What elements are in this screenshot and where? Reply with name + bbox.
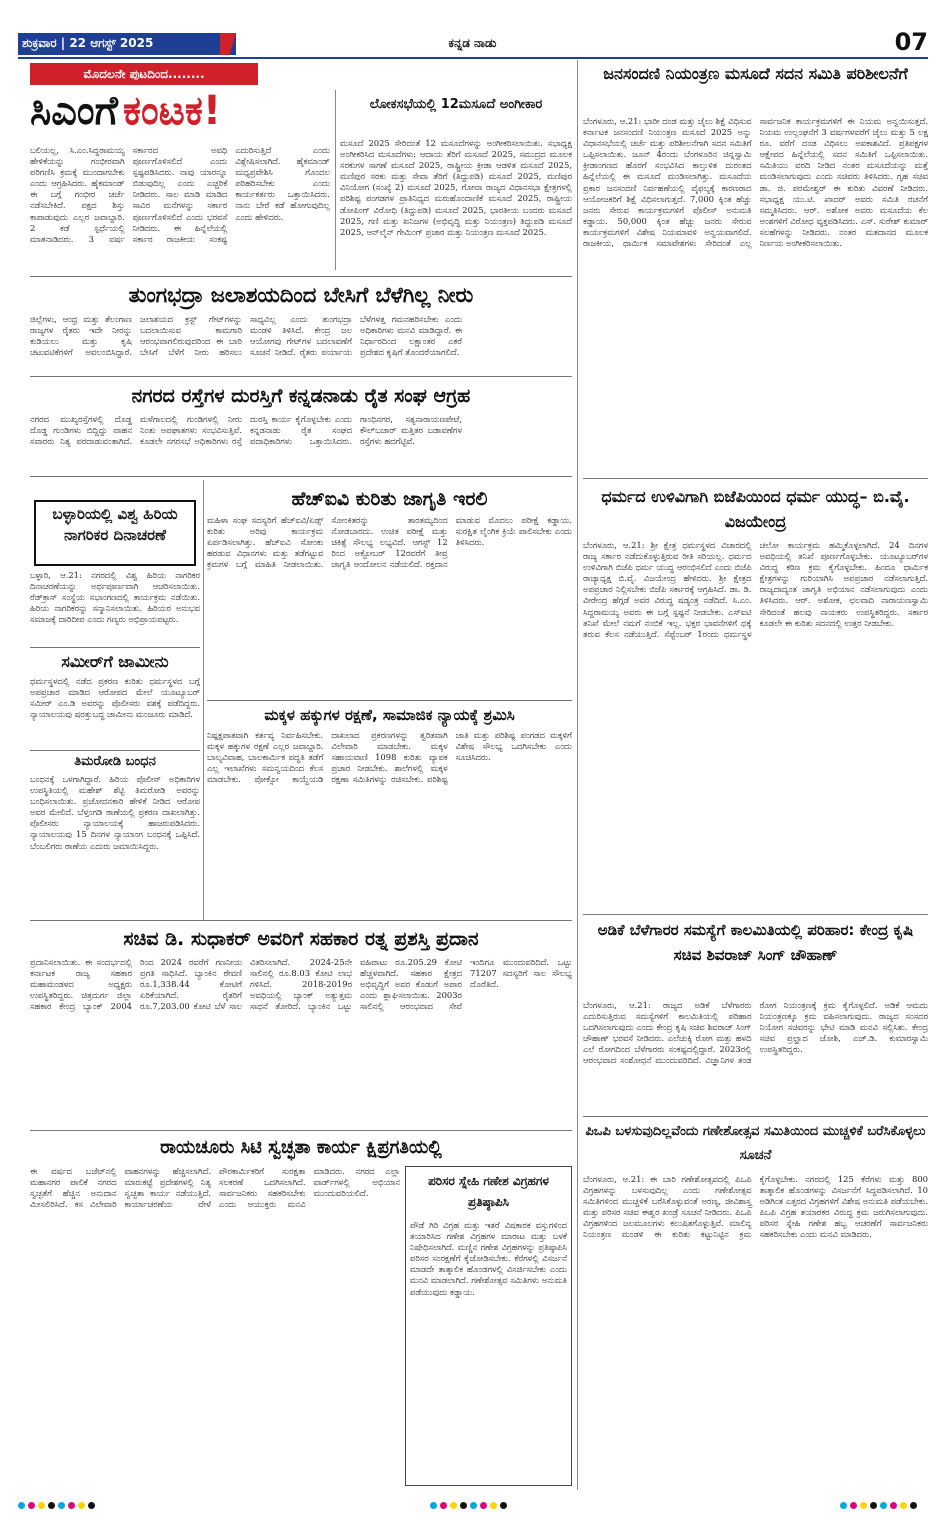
crowd-body: ಬೆಂಗಳೂರು, ಆ.21: ಭಾರೀ ದಂಡ ಮತ್ತು ಜೈಲು ಶಿಕ್ಷೆ ವಿಧಿಸುವ ಕರ್ನಾಟಕ ಜನಸಂದಣಿ ನಿಯಂತ್ರಣ ಮಸೂದೆ 2025 ಅನ್ನು ವಿಧಾನಸಭೆಯಲ್ಲಿ ಚರ್ಚೆ ಮತ್ತು ಪರಿಶೀಲನೆಗಾಗಿ ಸದನ ಸಮಿತಿಗೆ ಒಪ್ಪಿಸಲಾಯಿತು. ಜೂನ್ 4ರಂದು ಬೆಂಗಳೂರಿನ ಚಿನ್ನಸ್ವಾಮಿ ಕ್ರೀಡಾಂಗಣದ ಹೊರಗೆ ಸಂಭವಿಸಿದ ಕಾಲ್ತುಳಿತ ದುರಂತದ ಹಿನ್ನೆಲೆಯಲ್ಲಿ ಈ ಮಸೂದೆ ಮಂಡಿಸಲಾಗಿತ್ತು. ಮಸೂದೆಯ ಪ್ರಕಾರ ಜನಸಂದಣಿ ನಿರ್ವಹಣೆಯಲ್ಲಿ ವೈಫಲ್ಯಕ್ಕೆ ಕಾರಣರಾದ ಆಯೋಜಕರಿಗೆ ಶಿಕ್ಷೆ ವಿಧಿಸಲಾಗುತ್ತದೆ. 7,000 ಕ್ಕಿಂತ ಹೆಚ್ಚು ಜನರು ಸೇರುವ ಕಾರ್ಯಕ್ರಮಗಳಿಗೆ ಪೊಲೀಸ್ ಅನುಮತಿ ಕಡ್ಡಾಯ. 50,000 ಕ್ಕಿಂತ ಹೆಚ್ಚು ಜನರು ಸೇರುವ ಕಾರ್ಯಕ್ರಮಗಳಿಗೆ ವಿಶೇಷ ನಿಯಮಾವಳಿ ಅನ್ವಯವಾಗಲಿದೆ. ರಾಜಕೀಯ, ಧಾರ್ಮಿಕ ಸಮಾವೇಶಗಳು ಸೇರಿದಂತೆ ಎಲ್ಲ ಸಾರ್ವಜನಿಕ ಕಾರ್ಯಕ್ರಮಗಳಿಗೆ ಈ ನಿಯಮ ಅನ್ವಯಿಸುತ್ತದೆ. ನಿಯಮ ಉಲ್ಲಂಘನೆಗೆ 3 ವರ್ಷಗಳವರೆಗೆ ಜೈಲು ಮತ್ತು 5 ಲಕ್ಷ ರೂ. ವರೆಗೆ ದಂಡ ವಿಧಿಸಲು ಅವಕಾಶವಿದೆ. ಪ್ರತಿಪಕ್ಷಗಳ ಆಕ್ಷೇಪದ ಹಿನ್ನೆಲೆಯಲ್ಲಿ ಸದನ ಸಮಿತಿಗೆ ಒಪ್ಪಿಸಲಾಯಿತು. ಸಮಿತಿಯು ವರದಿ ನೀಡಿದ ನಂತರ ಮಸೂದೆಯನ್ನು ಮತ್ತೆ ಮಂಡಿಸಲಾಗುವುದು ಎಂದು ಸಚಿವರು ತಿಳಿಸಿದರು. ಗೃಹ ಸಚಿವ ಡಾ. ಜಿ. ಪರಮೇಶ್ವರ್ ಈ ಕುರಿತು ವಿವರಣೆ ನೀಡಿದರು. ಸಭಾಧ್ಯಕ್ಷ ಯು.ಟಿ. ಖಾದರ್ ಅವರು ಸಮಿತಿ ರಚನೆಗೆ ಸಮ್ಮತಿಸಿದರು. ಆರ್. ಅಶೋಕ ಅವರು ಮಸೂದೆಯ ಕೆಲ ಅಂಶಗಳಿಗೆ ವಿರೋಧ ವ್ಯಕ್ತಪಡಿಸಿದರು. ಎಸ್. ಸುರೇಶ್ ಕುಮಾರ್ ಸಲಹೆಗಳನ್ನು ನೀಡಿದರು. ನಂತರ ಮತದಾನದ ಮೂಲಕ ನಿರ್ಣಯ ಅಂಗೀಕರಿಸಲಾಯಿತು.	[583, 116, 928, 249]
raichur-body: ಈ ವರ್ಷದ ಬಜೆಟ್‌ನಲ್ಲಿ ಮಹಾನಗರ ಪಾಲಿಕೆ ನಗರದ ಸ್ವಚ್ಛತೆಗೆ ಹೆಚ್ಚಿನ ಅನುದಾನ ಮೀಸಲಿರಿಸಿದೆ. ಕಸ ವಿಲೇವಾರಿ ವಾಹನಗಳನ್ನು ಹೆಚ್ಚಿಸಲಾಗಿದೆ. ಮಾರುಕಟ್ಟೆ ಪ್ರದೇಶಗಳಲ್ಲಿ ನಿತ್ಯ ಸ್ವಚ್ಛತಾ ಕಾರ್ಯ ನಡೆಯುತ್ತಿದೆ. ಕಾರ್ಯಾಚರಣೆಯ ವೇಳೆ ಪೌರಕಾರ್ಮಿಕರಿಗೆ ಸುರಕ್ಷತಾ ಸಲಕರಣೆ ಒದಗಿಸಲಾಗಿದೆ. ಸಾರ್ವಜನಿಕರು ಸಹಕರಿಸಬೇಕು ಎಂದು ಆಯುಕ್ತರು ಮನವಿ ಮಾಡಿದರು. ನಗರದ ಎಲ್ಲಾ ವಾರ್ಡ್‌ಗಳಲ್ಲಿ ಅಭಿಯಾನ ಮುಂದುವರಿಯಲಿದೆ.	[30, 1166, 400, 1210]
hiv-headline: ಹೆಚ್‌ಐವಿ ಕುರಿತು ಜಾಗೃತಿ ಇರಲಿ	[291, 488, 488, 510]
masthead: ಕನ್ನಡ ನಾಡು	[448, 36, 497, 50]
registration-marks-right	[840, 1494, 930, 1504]
ganesha-body: ಪೌಡೆ ಗಿರಿ ವಿಗ್ರಹ ಮತ್ತು ಇತರೆ ವಿಷಕಾರಕ ವಸ್ತುಗಳಿಂದ ತಯಾರಿಸಿದ ಗಣೇಶ ವಿಗ್ರಹಗಳ ಮಾರಾಟ ಮತ್ತು ಬಳಕೆ ನಿಷೇಧಿಸಲಾಗಿದೆ. ಮಣ್ಣಿನ ಗಣೇಶ ವಿಗ್ರಹಗಳನ್ನು ಪ್ರತಿಷ್ಠಾಪಿಸಿ ಪರಿಸರ ಸಂರಕ್ಷಣೆಗೆ ಕೈಜೋಡಿಸಬೇಕು. ಕೆರೆಗಳಲ್ಲಿ ವಿಸರ್ಜನೆ ಮಾಡದೇ ತಾತ್ಕಾಲಿಕ ಹೊಂಡಗಳಲ್ಲಿ ವಿಸರ್ಜಿಸಬೇಕು ಎಂದು ಮನವಿ ಮಾಡಲಾಗಿದೆ. ಗಣೇಶೋತ್ಸವ ಸಮಿತಿಗಳು ಅನುಮತಿ ಪಡೆಯುವುದು ಕಡ್ಡಾಯ.	[410, 1220, 567, 1297]
areca-headline: ಅಡಿಕೆ ಬೆಳೆಗಾರರ ಸಮಸ್ಯೆಗೆ ಕಾಲಮಿತಿಯಲ್ಲಿ ಪರಿಹಾರ: ಕೇಂದ್ರ ಕೃಷಿ ಸಚಿವ ಶಿವರಾಜ್ ಸಿಂಗ್ ಚೌಹಾಣ್	[597, 921, 914, 964]
mark-yellow	[78, 1502, 85, 1509]
sudhakar-headline: ಸಚಿವ ಡಿ. ಸುಧಾಕರ್ ಅವರಿಗೆ ಸಹಕಾರ ರತ್ನ ಪ್ರಶಸ್ತಿ ಪ್ರದಾನ	[123, 928, 479, 950]
roads-headline: ನಗರದ ರಸ್ತೆಗಳ ದುರಸ್ತಿಗೆ ಕನ್ನಡನಾಡು ರೈತ ಸಂಘ ಆಗ್ರಹ	[131, 385, 471, 407]
mark-yellow	[38, 1502, 45, 1509]
lokasabha-body: ಮಸೂದೆ 2025 ಸೇರಿದಂತೆ 12 ಮಸೂದೆಗಳನ್ನು ಅಂಗೀಕರಿಸಲಾಯಿತು. ಸಭಾಧ್ಯಕ್ಷ ಅಂಗೀಕರಿಸಿದ ಮಸೂದೆಗಳು: ಆದಾಯ ತೆರಿಗೆ ಮಸೂದೆ 2025, ಸಮುದ್ರದ ಮೂಲಕ ಸರಕುಗಳ ಸಾಗಣೆ ಮಸೂದೆ 2025, ರಾಷ್ಟ್ರೀಯ ಕ್ರೀಡಾ ಆಡಳಿತ ಮಸೂದೆ 2025, ಮಣಿಪುರ ಸರಕು ಮತ್ತು ಸೇವಾ ತೆರಿಗೆ (ತಿದ್ದುಪಡಿ) ಮಸೂದೆ 2025, ಮಣಿಪುರ ವಿನಿಯೋಗ (ಸಂಖ್ಯೆ 2) ಮಸೂದೆ 2025, ಗೋವಾ ರಾಜ್ಯದ ವಿಧಾನಸಭಾ ಕ್ಷೇತ್ರಗಳಲ್ಲಿ ಪರಿಶಿಷ್ಟ ಪಂಗಡಗಳ ಪ್ರಾತಿನಿಧ್ಯದ ಮರುಹೊಂದಾಣಿಕೆ ಮಸೂದೆ 2025, ರಾಷ್ಟ್ರೀಯ ಡೋಪಿಂಗ್ ವಿರೋಧಿ (ತಿದ್ದುಪಡಿ) ಮಸೂದೆ 2025, ಭಾರತೀಯ ಬಂದರು ಮಸೂದೆ 2025, ಗಣಿ ಮತ್ತು ಖನಿಜಗಳ (ಅಭಿವೃದ್ಧಿ ಮತ್ತು ನಿಯಂತ್ರಣ) ತಿದ್ದುಪಡಿ ಮಸೂದೆ 2025, ಆನ್‌ಲೈನ್ ಗೇಮಿಂಗ್ ಪ್ರಚಾರ ಮತ್ತು ನಿಯಂತ್ರಣ ಮಸೂದೆ 2025.	[340, 138, 572, 237]
mark-black	[500, 1502, 507, 1509]
ganesha-headline: ಪರಿಸರ ಸ್ನೇಹಿ ಗಣೇಶ ವಿಗ್ರಹಗಳ ಪ್ರತಿಷ್ಠಾಪಿಸಿ	[428, 1174, 549, 1209]
areca-body: ಬೆಂಗಳೂರು, ಆ.21: ರಾಜ್ಯದ ಅಡಿಕೆ ಬೆಳೆಗಾರರು ಎದುರಿಸುತ್ತಿರುವ ಸಮಸ್ಯೆಗಳಿಗೆ ಕಾಲಮಿತಿಯಲ್ಲಿ ಪರಿಹಾರ ಒದಗಿಸಲಾಗುವುದು ಎಂದು ಕೇಂದ್ರ ಕೃಷಿ ಸಚಿವ ಶಿವರಾಜ್ ಸಿಂಗ್ ಚೌಹಾಣ್ ಭರವಸೆ ನೀಡಿದರು. ಎಲೆಚುಕ್ಕಿ ರೋಗ ಮತ್ತು ಹಳದಿ ಎಲೆ ರೋಗದಿಂದ ಬೆಳೆಗಾರರು ಸಂಕಷ್ಟದಲ್ಲಿದ್ದಾರೆ. 2023ರಲ್ಲಿ ಆರಂಭವಾದ ಸಂಶೋಧನೆ ಮುಂದುವರಿದಿದೆ. ವಿಜ್ಞಾನಿಗಳ ತಂಡ ರೋಗ ನಿಯಂತ್ರಣಕ್ಕೆ ಕ್ರಮ ಕೈಗೊಳ್ಳಲಿದೆ. ಅಡಿಕೆ ಆಮದು ನಿಯಂತ್ರಣಕ್ಕೂ ಕ್ರಮ ವಹಿಸಲಾಗುವುದು. ರಾಜ್ಯದ ಸಂಸದರ ನಿಯೋಗ ಸಚಿವರನ್ನು ಭೇಟಿ ಮಾಡಿ ಮನವಿ ಸಲ್ಲಿಸಿತು. ಕೇಂದ್ರ ಸಚಿವ ಪ್ರಲ್ಹಾದ ಜೋಶಿ, ಎಚ್.ಡಿ. ಕುಮಾರಸ್ವಾಮಿ ಉಪಸ್ಥಿತರಿದ್ದರು.	[583, 1000, 928, 1066]
page-number: 07	[894, 28, 928, 56]
hiv-body: ಮಹಿಳಾ ಸಂಘ ಸದಸ್ಯರಿಗೆ ಹೆಚ್‌ಐವಿ/ಏಡ್ಸ್ ಕುರಿತು ಅರಿವು ಕಾರ್ಯಕ್ರಮ ಏರ್ಪಡಿಸಲಾಗಿತ್ತು. ಹೆಚ್‌ಐವಿ ಸೋಂಕು ಹರಡುವ ವಿಧಾನಗಳು ಮತ್ತು ತಡೆಗಟ್ಟುವ ಕ್ರಮಗಳ ಬಗ್ಗೆ ಮಾಹಿತಿ ನೀಡಲಾಯಿತು. ಸೋಂಕಿತರನ್ನು ತಾರತಮ್ಯದಿಂದ ನೋಡಬಾರದು. ಉಚಿತ ಪರೀಕ್ಷೆ ಮತ್ತು ಚಿಕಿತ್ಸೆ ಸೌಲಭ್ಯ ಲಭ್ಯವಿದೆ. ಆಗಸ್ಟ್ 12 ರಿಂದ ಅಕ್ಟೋಬರ್ 12ರವರೆಗೆ ತೀವ್ರ ಜಾಗೃತಿ ಆಂದೋಲನ ನಡೆಯಲಿದೆ. ರಕ್ತದಾನ ಮಾಡುವ ಮೊದಲು ಪರೀಕ್ಷೆ ಕಡ್ಡಾಯ. ಸುರಕ್ಷಿತ ಲೈಂಗಿಕ ಕ್ರಿಯೆ ಪಾಲಿಸಬೇಕು ಎಂದು ತಿಳಿಸಿದರು.	[207, 515, 572, 570]
roads-body: ನಗರದ ಮುಖ್ಯರಸ್ತೆಗಳಲ್ಲಿ ದೊಡ್ಡ ದೊಡ್ಡ ಗುಂಡಿಗಳು ಬಿದ್ದಿದ್ದು ವಾಹನ ಸವಾರರು ನಿತ್ಯ ಪರದಾಡುವಂತಾಗಿದೆ. ಮಳೆಗಾಲದಲ್ಲಿ ಗುಂಡಿಗಳಲ್ಲಿ ನೀರು ನಿಂತು ಅಪಘಾತಗಳು ಸಂಭವಿಸುತ್ತಿವೆ. ಕೂಡಲೇ ನಗರಸಭೆ ಅಧಿಕಾರಿಗಳು ರಸ್ತೆ ದುರಸ್ತಿ ಕಾರ್ಯ ಕೈಗೊಳ್ಳಬೇಕು ಎಂದು ಕನ್ನಡನಾಡು ರೈತ ಸಂಘದ ಪದಾಧಿಕಾರಿಗಳು ಒತ್ತಾಯಿಸಿದರು. ಗಾಂಧಿನಗರ, ಸತ್ಯನಾರಾಯಣಪೇಟೆ, ಕೌಲ್‌ಬಜಾರ್ ಮತ್ತಿತರ ಬಡಾವಣೆಗಳ ರಸ್ತೆಗಳು ಹದಗೆಟ್ಟಿವೆ.	[30, 414, 462, 447]
timarodi-body: ಬಂಧನಕ್ಕೆ ಒಳಗಾಗಿದ್ದಾರೆ. ಹಿರಿಯ ಪೊಲೀಸ್ ಅಧಿಕಾರಿಗಳ ಉಪಸ್ಥಿತಿಯಲ್ಲಿ ಮಹೇಶ್ ಶೆಟ್ಟಿ ತಿಮರೋಡಿ ಅವರನ್ನು ಬಂಧಿಸಲಾಯಿತು. ಪ್ರಚೋದನಕಾರಿ ಹೇಳಿಕೆ ನೀಡಿದ ಆರೋಪ ಅವರ ಮೇಲಿದೆ. ಬೆಳ್ತಂಗಡಿ ಠಾಣೆಯಲ್ಲಿ ಪ್ರಕರಣ ದಾಖಲಾಗಿತ್ತು. ಪೊಲೀಸರು ನ್ಯಾಯಾಲಯಕ್ಕೆ ಹಾಜರುಪಡಿಸಿದರು. ನ್ಯಾಯಾಲಯವು 15 ದಿನಗಳ ನ್ಯಾಯಾಂಗ ಬಂಧನಕ್ಕೆ ಒಪ್ಪಿಸಿದೆ. ಬೆಂಬಲಿಗರು ಠಾಣೆಯ ಎದುರು ಜಮಾಯಿಸಿದ್ದರು.	[30, 774, 200, 851]
mark-black	[48, 1502, 55, 1509]
children-headline: ಮಕ್ಕಳ ಹಕ್ಕುಗಳ ರಕ್ಷಣೆ, ಸಾಮಾಜಿಕ ನ್ಯಾಯಕ್ಕೆ ಶ್ರಮಿಸಿ	[264, 706, 515, 724]
crowd-headline: ಜನಸಂದಣಿ ನಿಯಂತ್ರಣ ಮಸೂದೆ ಸದನ ಸಮಿತಿ ಪರಿಶೀಲನೆಗೆ	[603, 64, 908, 83]
mark-magenta	[890, 1502, 897, 1509]
registration-marks-left	[18, 1494, 108, 1504]
mark-black	[910, 1502, 917, 1509]
mark-cyan	[430, 1502, 437, 1509]
header-rule	[18, 57, 928, 59]
mark-cyan	[840, 1502, 847, 1509]
ballari-headline: ಬಳ್ಳಾರಿಯಲ್ಲಿ ವಿಶ್ವ ಹಿರಿಯ ನಾಗರಿಕರ ದಿನಾಚರಣೆ	[34, 500, 196, 566]
mark-cyan	[58, 1502, 65, 1509]
continued-strap: ಮೊದಲನೇ ಪುಟದಿಂದ........	[30, 63, 258, 85]
lead-headline-red: ಕಂಟಕ!	[122, 88, 222, 134]
ballari-body: ಬಳ್ಳಾರಿ, ಆ.21: ನಗರದಲ್ಲಿ ವಿಶ್ವ ಹಿರಿಯ ನಾಗರಿಕರ ದಿನಾಚರಣೆಯನ್ನು ಅರ್ಥಪೂರ್ಣವಾಗಿ ಆಚರಿಸಲಾಯಿತು. ರೆಡ್‌ಕ್ರಾಸ್ ಸಂಸ್ಥೆಯ ಸಭಾಂಗಣದಲ್ಲಿ ಕಾರ್ಯಕ್ರಮ ನಡೆಯಿತು. ಹಿರಿಯ ನಾಗರಿಕರನ್ನು ಸನ್ಮಾನಿಸಲಾಯಿತು. ಹಿರಿಯರ ಅನುಭವ ಸಮಾಜಕ್ಕೆ ದಾರಿದೀಪ ಎಂದು ಗಣ್ಯರು ಅಭಿಪ್ರಾಯಪಟ್ಟರು.	[30, 570, 200, 625]
mark-black	[460, 1502, 467, 1509]
lead-body: ಬಲಿಯಲ್ಲ, ಸಿ.ಎಂ.ಸಿದ್ದರಾಮಯ್ಯ ಹೇಳಿಕೆಯನ್ನು ಗಂಭೀರವಾಗಿ ಪರಿಗಣಿಸಿ ಕ್ರಮಕ್ಕೆ ಮುಂದಾಗಬೇಕು ಎಂದು ಆಗ್ರಹಿಸಿದರು. ಹೈಕಮಾಂಡ್ ಈ ಬಗ್ಗೆ ಗಂಭೀರ ಚರ್ಚೆ ನಡೆಸಬೇಕಿದೆ. ಪಕ್ಷದ ಶಿಸ್ತು ಕಾಪಾಡುವುದು ಎಲ್ಲರ ಜವಾಬ್ದಾರಿ. 2 ಕಡೆ ಸ್ಪರ್ಧೆಯಲ್ಲಿ ಮಾತನಾಡಿದರು. 3 ವರ್ಷ ಸರ್ಕಾರದ ಅವಧಿ ಪೂರ್ಣಗೊಳಿಸಲಿದೆ ಎಂದು ಸ್ಪಷ್ಟಪಡಿಸಿದರು. ನಾವು ಯಾರನ್ನೂ ಬಿಡುವುದಿಲ್ಲ ಎಂದು ಎಚ್ಚರಿಕೆ ನೀಡಿದರು. ಸಾಲ ಮಾಡಿ ಮಾಡಿದ ಸಾವಿರ ಮನೆಗಳನ್ನು ಸರ್ಕಾರ ಪೂರ್ಣಗೊಳಿಸಲಿದೆ ಎಂದು ಭರವಸೆ ನೀಡಿದರು. ಈ ಹಿನ್ನೆಲೆಯಲ್ಲಿ ಸರ್ಕಾರ ರಾಜಕೀಯ ಸಂಕಷ್ಟ ಎದುರಿಸುತ್ತಿದೆ ಎಂದು ವಿಶ್ಲೇಷಿಸಲಾಗಿದೆ. ಹೈಕಮಾಂಡ್ ಮಧ್ಯಪ್ರವೇಶಿಸಿ ಗೊಂದಲ ಪರಿಹರಿಸಬೇಕು ಎಂದು ಕಾರ್ಯಕರ್ತರು ಒತ್ತಾಯಿಸಿದರು. ನಾನು ಬೇರೆ ಕಡೆ ಹೋಗುವುದಿಲ್ಲ ಎಂದು ಹೇಳಿದರು.	[30, 145, 330, 244]
mark-magenta	[28, 1502, 35, 1509]
mark-cyan	[880, 1502, 887, 1509]
mark-cyan	[470, 1502, 477, 1509]
lokasabha-headline: ಲೋಕಸಭೆಯಲ್ಲಿ 12ಮಸೂದೆ ಅಂಗೀಕಾರ	[369, 97, 543, 112]
registration-marks-center	[430, 1494, 520, 1504]
mark-magenta	[850, 1502, 857, 1509]
tungabhadra-body: ಜಿಲ್ಲೆಗಳು, ಆಂಧ್ರ ಮತ್ತು ತೆಲಂಗಾಣ ರಾಜ್ಯಗಳ ರೈತರು ಇದೇ ನೀರನ್ನು ಕುಡಿಯಲು ಮತ್ತು ಕೃಷಿ ಚಟುವಟಿಕೆಗಳಿಗೆ ಅವಲಂಬಿಸಿದ್ದಾರೆ. ಜಲಾಶಯದ ಕ್ರಸ್ಟ್ ಗೇಟ್‌ಗಳನ್ನು ಬದಲಾಯಿಸುವ ಕಾಮಗಾರಿ ಆರಂಭವಾಗಲಿರುವುದರಿಂದ ಈ ಬಾರಿ ಬೇಸಿಗೆ ಬೆಳೆಗೆ ನೀರು ಹರಿಸಲು ಸಾಧ್ಯವಿಲ್ಲ ಎಂದು ತುಂಗಭದ್ರಾ ಮಂಡಳಿ ತಿಳಿಸಿದೆ. ಕೇಂದ್ರ ಜಲ ಆಯೋಗವು ಗೇಟ್‌ಗಳ ಬದಲಾವಣೆಗೆ ಸೂಚನೆ ನೀಡಿದೆ. ರೈತರು ಪರ್ಯಾಯ ಬೆಳೆಗಳತ್ತ ಗಮನಹರಿಸಬೇಕು ಎಂದು ಅಧಿಕಾರಿಗಳು ಮನವಿ ಮಾಡಿದ್ದಾರೆ. ಈ ನಿರ್ಧಾರದಿಂದ ಲಕ್ಷಾಂತರ ಎಕರೆ ಪ್ರದೇಶದ ಕೃಷಿಗೆ ತೊಂದರೆಯಾಗಲಿದೆ.	[30, 314, 462, 358]
pop-headline: ಪಿಒಪಿ ಬಳಸುವುದಿಲ್ಲವೆಂದು ಗಣೇಶೋತ್ಸವ ಸಮಿತಿಯಿಂದ ಮುಚ್ಚಳಿಕೆ ಬರೆಸಿಕೊಳ್ಳಲು ಸೂಚನೆ	[585, 1124, 926, 1163]
day-date: ಶುಕ್ರವಾರ | 22 ಆಗಸ್ಟ್ 2025	[22, 36, 154, 50]
page-header	[0, 0, 945, 58]
dharma-body: ಬೆಂಗಳೂರು, ಆ.21: ಶ್ರೀ ಕ್ಷೇತ್ರ ಧರ್ಮಸ್ಥಳದ ವಿಚಾರದಲ್ಲಿ ರಾಜ್ಯ ಸರ್ಕಾರ ನಡೆದುಕೊಳ್ಳುತ್ತಿರುವ ರೀತಿ ಸರಿಯಲ್ಲ. ಧರ್ಮದ ಉಳಿವಿಗಾಗಿ ಬಿಜೆಪಿ ಧರ್ಮ ಯುದ್ಧ ಆರಂಭಿಸಲಿದೆ ಎಂದು ಬಿಜೆಪಿ ರಾಜ್ಯಾಧ್ಯಕ್ಷ ಬಿ.ವೈ. ವಿಜಯೇಂದ್ರ ಹೇಳಿದರು. ಶ್ರೀ ಕ್ಷೇತ್ರದ ಅಪಪ್ರಚಾರ ನಿಲ್ಲಿಸಬೇಕು ಬಿಜೆಪಿ ಸರ್ಕಾರಕ್ಕೆ ಆಗ್ರಹಿಸಿದೆ. ಡಾ. ಡಿ. ವೀರೇಂದ್ರ ಹೆಗ್ಗಡೆ ಅವರ ವಿರುದ್ಧ ಷಡ್ಯಂತ್ರ ನಡೆದಿದೆ. ಸಿ.ಎಂ. ಸಿದ್ದರಾಮಯ್ಯ ಅವರು ಈ ಬಗ್ಗೆ ಸ್ಪಷ್ಟನೆ ನೀಡಬೇಕು. ಎಸ್‌ಐಟಿ ತನಿಖೆ ಮೇಲೆ ನಮಗೆ ನಂಬಿಕೆ ಇಲ್ಲ. ಭಕ್ತರ ಭಾವನೆಗಳಿಗೆ ಧಕ್ಕೆ ತರುವ ಕೆಲಸ ನಡೆಯುತ್ತಿದೆ. ಸೆಪ್ಟೆಂಬರ್ 1ರಂದು ಧರ್ಮಸ್ಥಳ ಚಲೋ ಕಾರ್ಯಕ್ರಮ ಹಮ್ಮಿಕೊಳ್ಳಲಾಗಿದೆ. 24 ದಿನಗಳ ಅವಧಿಯಲ್ಲಿ ತನಿಖೆ ಪೂರ್ಣಗೊಳ್ಳಬೇಕು. ಯೂಟ್ಯೂಬರ್‌ಗಳ ವಿರುದ್ಧ ಕಠಿಣ ಕ್ರಮ ಕೈಗೊಳ್ಳಬೇಕು. ಹಿಂದೂ ಧಾರ್ಮಿಕ ಕ್ಷೇತ್ರಗಳನ್ನು ಗುರಿಯಾಗಿಸಿ ಅಪಪ್ರಚಾರ ನಡೆಸಲಾಗುತ್ತಿದೆ. ರಾಜ್ಯದಾದ್ಯಂತ ಜಾಗೃತಿ ಅಭಿಯಾನ ನಡೆಸಲಾಗುವುದು ಎಂದು ತಿಳಿಸಿದರು. ಆರ್. ಅಶೋಕ, ಛಲವಾದಿ ನಾರಾಯಣಸ್ವಾಮಿ ಸೇರಿದಂತೆ ಹಲವು ನಾಯಕರು ಉಪಸ್ಥಿತರಿದ್ದರು. ಸರ್ಕಾರ ಕೂಡಲೇ ಈ ಕುರಿತು ಸದನದಲ್ಲಿ ಉತ್ತರ ನೀಡಬೇಕು.	[583, 540, 928, 639]
sameer-body: ಧರ್ಮಸ್ಥಳದಲ್ಲಿ ನಡೆದ ಪ್ರಕರಣ ಕುರಿತು ಧರ್ಮಸ್ಥಳದ ಬಗ್ಗೆ ಅಪಪ್ರಚಾರ ಮಾಡಿದ ಆರೋಪದ ಮೇಲೆ ಯೂಟ್ಯೂಬರ್ ಸಮೀರ್ ಎಂ.ಡಿ ಅವರನ್ನು ಪೊಲೀಸರು ವಶಕ್ಕೆ ಪಡೆದಿದ್ದರು. ನ್ಯಾಯಾಲಯವು ಷರತ್ತುಬದ್ಧ ಜಾಮೀನು ಮಂಜೂರು ಮಾಡಿದೆ.	[30, 676, 200, 720]
sudhakar-body: ಪ್ರದಾನಿಸಲಾಯಿತು. ಈ ಸಂದರ್ಭದಲ್ಲಿ ಕರ್ನಾಟಕ ರಾಜ್ಯ ಸಹಕಾರ ಮಹಾಮಂಡಳದ ಅಧ್ಯಕ್ಷರು ಉಪಸ್ಥಿತರಿದ್ದರು. ಚಿತ್ರದುರ್ಗ ಜಿಲ್ಲಾ ಸಹಕಾರ ಕೇಂದ್ರ ಬ್ಯಾಂಕ್ 2004 ರಿಂದ 2024 ರವರೆಗೆ ಗಣನೀಯ ಪ್ರಗತಿ ಸಾಧಿಸಿದೆ. ಬ್ಯಾಂಕಿನ ಠೇವಣಿ ರೂ.1,338.44 ಕೋಟಿಗೆ ಏರಿಕೆಯಾಗಿದೆ. ರೈತರಿಗೆ ರೂ.7,203.00 ಕೋಟಿ ಬೆಳೆ ಸಾಲ ವಿತರಿಸಲಾಗಿದೆ. 2024-25ನೇ ಸಾಲಿನಲ್ಲಿ ರೂ.8.03 ಕೋಟಿ ಲಾಭ ಗಳಿಸಿದೆ. 2018-2019ರ ಅವಧಿಯಲ್ಲಿ ಬ್ಯಾಂಕ್ ಅತ್ಯುತ್ತಮ ಸಾಧನೆ ತೋರಿದೆ. ಬ್ಯಾಂಕಿನ ಒಟ್ಟು ವಹಿವಾಟು ರೂ.205.29 ಕೋಟಿ ಹೆಚ್ಚಳವಾಗಿದೆ. ಸಹಕಾರ ಕ್ಷೇತ್ರದ ಅಭಿವೃದ್ಧಿಗೆ ಅವರ ಕೊಡುಗೆ ಅಪಾರ ಎಂದು ಶ್ಲಾಘಿಸಲಾಯಿತು. 2003ರ ಸಾಲಿನಲ್ಲಿ ಆರಂಭವಾದ ಸೇವೆ ಇಂದಿಗೂ ಮುಂದುವರಿದಿದೆ. ಒಟ್ಟು 71207 ಸದಸ್ಯರಿಗೆ ಸಾಲ ಸೌಲಭ್ಯ ದೊರೆತಿದೆ.	[30, 957, 572, 1012]
mark-magenta	[68, 1502, 75, 1509]
tungabhadra-headline: ತುಂಗಭದ್ರಾ ಜಲಾಶಯದಿಂದ ಬೇಸಿಗೆ ಬೆಳೆಗಿಲ್ಲ ನೀರು	[128, 283, 474, 307]
mark-yellow	[900, 1502, 907, 1509]
lead-headline-black: ಸಿಎಂಗೆ	[30, 88, 118, 134]
timarodi-headline: ತಿಮರೋಡಿ ಬಂಧನ	[74, 754, 156, 769]
raichur-headline: ರಾಯಚೂರು ಸಿಟಿ ಸ್ವಚ್ಛತಾ ಕಾರ್ಯ ಕ್ಷಿಪ್ರಗತಿಯಲ್ಲಿ	[160, 1137, 442, 1158]
mark-magenta	[440, 1502, 447, 1509]
children-body: ನಿಷ್ಪಕ್ಷಪಾತವಾಗಿ ಕರ್ತವ್ಯ ನಿರ್ವಹಿಸಬೇಕು. ಮಕ್ಕಳ ಹಕ್ಕುಗಳ ರಕ್ಷಣೆ ಎಲ್ಲರ ಜವಾಬ್ದಾರಿ. ಬಾಲ್ಯವಿವಾಹ, ಬಾಲಕಾರ್ಮಿಕ ಪದ್ಧತಿ ತಡೆಗೆ ಎಲ್ಲ ಇಲಾಖೆಗಳು ಸಮನ್ವಯದಿಂದ ಕೆಲಸ ಮಾಡಬೇಕು. ಪೋಕ್ಸೋ ಕಾಯ್ದೆಯಡಿ ದಾಖಲಾದ ಪ್ರಕರಣಗಳನ್ನು ತ್ವರಿತವಾಗಿ ವಿಲೇವಾರಿ ಮಾಡಬೇಕು. ಮಕ್ಕಳ ಸಹಾಯವಾಣಿ 1098 ಕುರಿತು ವ್ಯಾಪಕ ಪ್ರಚಾರ ನೀಡಬೇಕು. ಶಾಲೆಗಳಲ್ಲಿ ಮಕ್ಕಳ ರಕ್ಷಣಾ ಸಮಿತಿಗಳನ್ನು ರಚಿಸಬೇಕು. ಪರಿಶಿಷ್ಟ ಜಾತಿ ಮತ್ತು ಪರಿಶಿಷ್ಟ ಪಂಗಡದ ಮಕ್ಕಳಿಗೆ ವಿಶೇಷ ಸೌಲಭ್ಯ ಒದಗಿಸಬೇಕು ಎಂದು ಸೂಚಿಸಿದರು.	[207, 730, 572, 785]
sameer-headline: ಸಮೀರ್‌ಗೆ ಜಾಮೀನು	[61, 652, 169, 671]
pop-body: ಬೆಂಗಳೂರು, ಆ.21: ಈ ಬಾರಿ ಗಣೇಶೋತ್ಸವದಲ್ಲಿ ಪಿಒಪಿ ವಿಗ್ರಹಗಳನ್ನು ಬಳಸುವುದಿಲ್ಲ ಎಂದು ಗಣೇಶೋತ್ಸವ ಸಮಿತಿಗಳಿಂದ ಮುಚ್ಚಳಿಕೆ ಬರೆಸಿಕೊಳ್ಳುವಂತೆ ಅರಣ್ಯ, ಜೀವಿಶಾಸ್ತ್ರ ಮತ್ತು ಪರಿಸರ ಸಚಿವ ಈಶ್ವರ ಖಂಡ್ರೆ ಸೂಚನೆ ನೀಡಿದರು. ಪಿಒಪಿ ವಿಗ್ರಹಗಳಿಂದ ಜಲಮೂಲಗಳು ಕಲುಷಿತಗೊಳ್ಳುತ್ತಿವೆ. ಮಾಲಿನ್ಯ ನಿಯಂತ್ರಣ ಮಂಡಳಿ ಈ ಕುರಿತು ಕಟ್ಟುನಿಟ್ಟಿನ ಕ್ರಮ ಕೈಗೊಳ್ಳಬೇಕು. ನಗರದಲ್ಲಿ 125 ಕೆರೆಗಳು ಮತ್ತು 800 ತಾತ್ಕಾಲಿಕ ಹೊಂಡಗಳನ್ನು ವಿಸರ್ಜನೆಗೆ ಸಿದ್ಧಪಡಿಸಲಾಗಿದೆ. 10 ಅಡಿಗಿಂತ ಎತ್ತರದ ವಿಗ್ರಹಗಳಿಗೆ ವಿಶೇಷ ಅನುಮತಿ ಪಡೆಯಬೇಕು. ಪಿಒಪಿ ವಿಗ್ರಹ ತಯಾರಕರ ವಿರುದ್ಧ ಕ್ರಮ ಜರುಗಿಸಲಾಗುವುದು. ಪರಿಸರ ಸ್ನೇಹಿ ಗಣೇಶ ಹಬ್ಬ ಆಚರಣೆಗೆ ಸಾರ್ವಜನಿಕರು ಸಹಕರಿಸಬೇಕು ಎಂದು ಮನವಿ ಮಾಡಿದರು.	[583, 1174, 928, 1240]
mark-yellow	[490, 1502, 497, 1509]
lead-headline	[30, 88, 330, 140]
mark-cyan	[18, 1502, 25, 1509]
dharma-headline: ಧರ್ಮದ ಉಳಿವಿಗಾಗಿ ಬಿಜೆಪಿಯಿಂದ ಧರ್ಮ ಯುದ್ಧ– ಬಿ.ವೈ. ವಿಜಯೇಂದ್ರ	[601, 487, 910, 531]
mark-black	[88, 1502, 95, 1509]
mark-black	[870, 1502, 877, 1509]
mark-yellow	[450, 1502, 457, 1509]
mark-yellow	[860, 1502, 867, 1509]
mark-magenta	[480, 1502, 487, 1509]
